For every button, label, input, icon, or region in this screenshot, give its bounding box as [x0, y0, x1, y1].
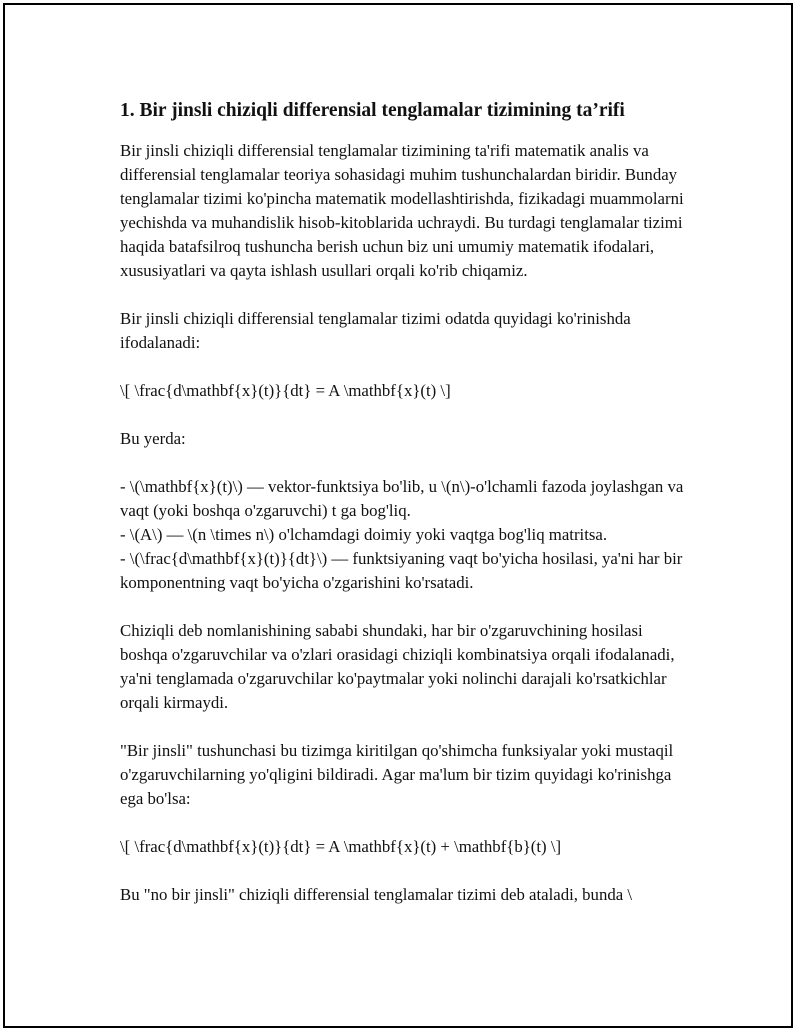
- homogeneous-system-formula: \[ \frac{d\mathbf{x}(t)}{dt} = A \mathbf{x}(t) \]: [120, 381, 451, 400]
- homogeneous-explanation-paragraph: "Bir jinsli" tushunchasi bu tizimga kiritilgan qo'shimcha funksiyalar yoki mustaqil o'zgaruvchilarning yo'qligini bildiradi. Agar ma'lum bir tizim quyidagi ko'rinishga ega bo'lsa:: [120, 741, 674, 808]
- nonhomogeneous-system-formula: \[ \frac{d\mathbf{x}(t)}{dt} = A \mathbf{x}(t) + \mathbf{b}(t) \]: [120, 837, 562, 856]
- definitions-list: [120, 475, 690, 595]
- closing-paragraph: Bu "no bir jinsli" chiziqli differensial tenglamalar tizimi deb ataladi, bunda \: [120, 885, 633, 904]
- definition-item-derivative: - \(\frac{d\mathbf{x}(t)}{dt}\) — funktsiyaning vaqt bo'yicha hosilasi, ya'ni har bir komponentning vaqt bo'yicha o'zgarishini ko'rsatadi.: [120, 549, 683, 592]
- where-label: Bu yerda:: [120, 429, 186, 448]
- document-body: [120, 97, 690, 931]
- page-frame: [3, 3, 793, 1028]
- definition-item-matrix: - \(A\) — \(n \times n\) o'lchamdagi doimiy yoki vaqtga bog'liq matritsa.: [120, 525, 608, 544]
- definition-item-vector: - \(\mathbf{x}(t)\) — vektor-funktsiya bo'lib, u \(n\)-o'lchamli fazoda joylashgan va vaqt (yoki boshqa o'zgaruvchi) t ga bog'liq.: [120, 477, 684, 520]
- form-intro-paragraph: Bir jinsli chiziqli differensial tenglamalar tizimi odatda quyidagi ko'rinishda ifodalanadi:: [120, 309, 631, 352]
- section-heading: 1. Bir jinsli chiziqli differensial tenglamalar tizimining ta’rifi: [120, 100, 625, 121]
- intro-paragraph: Bir jinsli chiziqli differensial tenglamalar tizimining ta'rifi matematik analis va differensial tenglamalar teoriya sohasidagi muhim tushunchalardan biridir. Bunday tenglamalar tizimi ko'pincha matematik modellashtirishda, fizikadagi muammolarni yechishda va muhandislik hisob-kitoblarida uchraydi. Bu turdagi tenglamalar tizimi haqida batafsilroq tushuncha berish uchun biz uni umumiy matematik ifodalari, xususiyatlari va qayta ishlash usullari orqali ko'rib chiqamiz.: [120, 141, 684, 280]
- linear-explanation-paragraph: Chiziqli deb nomlanishining sababi shundaki, har bir o'zgaruvchining hosilasi boshqa o'zgaruvchilar va o'zlari orasidagi chiziqli kombinatsiya orqali ifodalanadi, ya'ni tenglamada o'zgaruvchilar ko'paytmalar yoki nolinchi darajali ko'rsatkichlar orqali kirmaydi.: [120, 621, 675, 712]
